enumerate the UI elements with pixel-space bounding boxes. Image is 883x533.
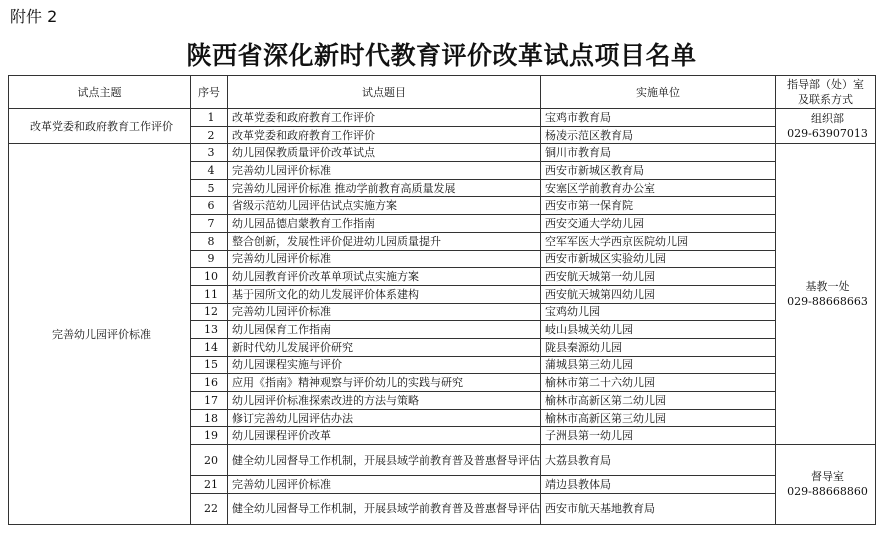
unit-cell: 西安航天城第一幼儿园	[541, 268, 776, 286]
topic-cell: 完善幼儿园评价标准	[228, 250, 541, 268]
seq-cell: 15	[191, 356, 228, 374]
unit-cell: 西安市第一保育院	[541, 197, 776, 215]
unit-cell: 榆林市第二十六幼儿园	[541, 374, 776, 392]
seq-cell: 4	[191, 162, 228, 180]
unit-cell: 大荔县教育局	[541, 445, 776, 476]
unit-cell: 靖边县教体局	[541, 476, 776, 494]
header-contact	[776, 76, 876, 109]
topic-cell: 完善幼儿园评价标准	[228, 476, 541, 494]
table-row	[9, 144, 876, 162]
contact-phone: 029-63907013	[787, 127, 868, 141]
header-theme: 试点主题	[9, 76, 191, 109]
header-unit: 实施单位	[541, 76, 776, 109]
seq-cell: 1	[191, 109, 228, 127]
unit-cell: 子洲县第一幼儿园	[541, 427, 776, 445]
topic-cell: 幼儿园教育评价改革单项试点实施方案	[228, 268, 541, 286]
seq-cell: 10	[191, 268, 228, 286]
seq-cell: 2	[191, 126, 228, 144]
topic-cell: 完善幼儿园评价标准	[228, 162, 541, 180]
contact-dept: 督导室	[811, 470, 844, 484]
pilot-project-table	[8, 75, 876, 525]
seq-cell: 5	[191, 179, 228, 197]
unit-cell: 空军军医大学西京医院幼儿园	[541, 232, 776, 250]
topic-cell: 省级示范幼儿园评估试点实施方案	[228, 197, 541, 215]
seq-cell: 19	[191, 427, 228, 445]
attachment-label: 附件 2	[10, 7, 58, 26]
unit-cell: 榆林市高新区第二幼儿园	[541, 392, 776, 410]
seq-cell: 18	[191, 409, 228, 427]
topic-cell: 幼儿园保育工作指南	[228, 321, 541, 339]
unit-cell: 西安市航天基地教育局	[541, 493, 776, 524]
topic-cell: 新时代幼儿发展评价研究	[228, 338, 541, 356]
unit-cell: 蒲城县第三幼儿园	[541, 356, 776, 374]
unit-cell: 岐山县城关幼儿园	[541, 321, 776, 339]
seq-cell: 20	[191, 445, 228, 476]
seq-cell: 9	[191, 250, 228, 268]
topic-cell: 幼儿园保教质量评价改革试点	[228, 144, 541, 162]
unit-cell: 西安交通大学幼儿园	[541, 215, 776, 233]
seq-cell: 11	[191, 285, 228, 303]
contact-dept: 组织部	[811, 112, 844, 126]
unit-cell: 安塞区学前教育办公室	[541, 179, 776, 197]
header-contact-line1: 指导部（处）室	[787, 78, 864, 91]
theme-cell: 改革党委和政府教育工作评价	[9, 109, 191, 144]
unit-cell: 杨凌示范区教育局	[541, 126, 776, 144]
unit-cell: 铜川市教育局	[541, 144, 776, 162]
topic-cell: 完善幼儿园评价标准 推动学前教育高质量发展	[228, 179, 541, 197]
unit-cell: 西安航天城第四幼儿园	[541, 285, 776, 303]
seq-cell: 3	[191, 144, 228, 162]
seq-cell: 16	[191, 374, 228, 392]
unit-cell: 宝鸡幼儿园	[541, 303, 776, 321]
topic-cell: 健全幼儿园督导工作机制，开展县域学前教育普及普惠督导评估	[228, 445, 541, 476]
seq-cell: 8	[191, 232, 228, 250]
topic-cell: 幼儿园评价标准探索改进的方法与策略	[228, 392, 541, 410]
table-header-row	[9, 76, 876, 109]
topic-cell: 改革党委和政府教育工作评价	[228, 109, 541, 127]
contact-dept: 基教一处	[805, 280, 850, 294]
unit-cell: 榆林市高新区第三幼儿园	[541, 409, 776, 427]
topic-cell: 幼儿园课程实施与评价	[228, 356, 541, 374]
header-contact-line2: 及联系方式	[798, 93, 853, 106]
seq-cell: 21	[191, 476, 228, 494]
topic-cell: 基于园所文化的幼儿发展评价体系建构	[228, 285, 541, 303]
table-row	[9, 109, 876, 127]
seq-cell: 7	[191, 215, 228, 233]
topic-cell: 健全幼儿园督导工作机制，开展县域学前教育普及普惠督导评估	[228, 493, 541, 524]
seq-cell: 14	[191, 338, 228, 356]
contact-cell	[776, 109, 876, 144]
topic-cell: 完善幼儿园评价标准	[228, 303, 541, 321]
topic-cell: 整合创新，发展性评价促进幼儿园质量提升	[228, 232, 541, 250]
contact-cell	[776, 144, 876, 445]
topic-cell: 改革党委和政府教育工作评价	[228, 126, 541, 144]
page-title: 陕西省深化新时代教育评价改革试点项目名单	[186, 41, 697, 70]
unit-cell: 西安市新城区实验幼儿园	[541, 250, 776, 268]
seq-cell: 17	[191, 392, 228, 410]
contact-phone: 029-88668860	[787, 485, 868, 499]
unit-cell: 西安市新城区教育局	[541, 162, 776, 180]
seq-cell: 22	[191, 493, 228, 524]
seq-cell: 13	[191, 321, 228, 339]
theme-cell: 完善幼儿园评价标准	[9, 144, 191, 524]
header-seq: 序号	[191, 76, 228, 109]
topic-cell: 修订完善幼儿园评估办法	[228, 409, 541, 427]
topic-cell: 幼儿园课程评价改革	[228, 427, 541, 445]
unit-cell: 宝鸡市教育局	[541, 109, 776, 127]
seq-cell: 6	[191, 197, 228, 215]
contact-phone: 029-88668663	[787, 295, 868, 309]
seq-cell: 12	[191, 303, 228, 321]
topic-cell: 幼儿园品德启蒙教育工作指南	[228, 215, 541, 233]
contact-cell	[776, 445, 876, 525]
header-topic: 试点题目	[228, 76, 541, 109]
unit-cell: 陇县秦源幼儿园	[541, 338, 776, 356]
topic-cell: 应用《指南》精神观察与评价幼儿的实践与研究	[228, 374, 541, 392]
